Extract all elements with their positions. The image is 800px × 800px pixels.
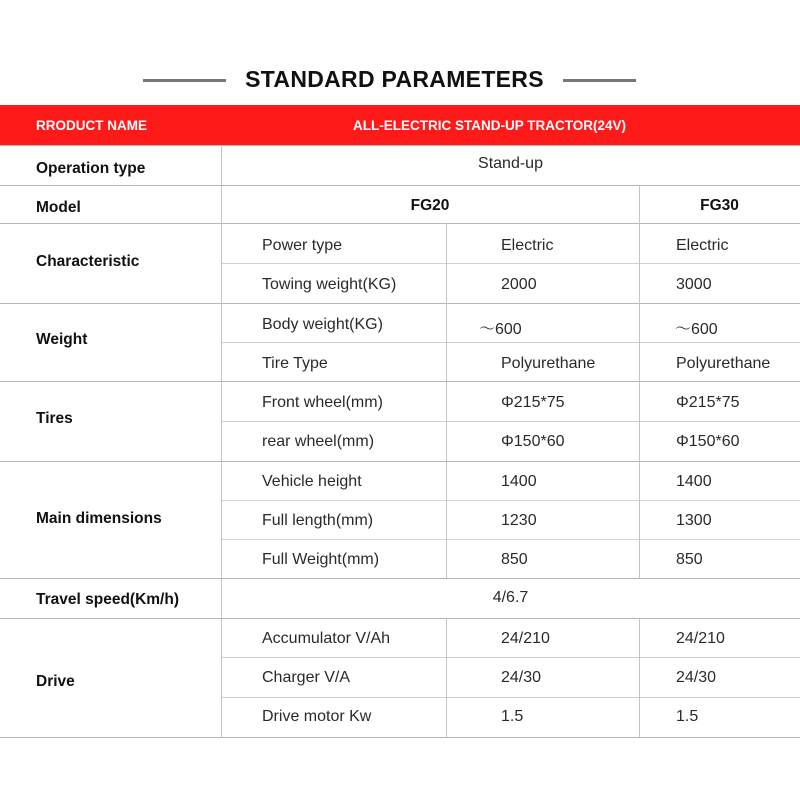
section-label-weight: Weight: [36, 331, 88, 348]
section-label-drive: Drive: [36, 673, 75, 690]
title-rule-left: [143, 79, 226, 82]
fg30-value: 24/30: [676, 669, 717, 686]
fg30-value: Polyurethane: [676, 355, 771, 372]
travel-speed-value: 4/6.7: [492, 589, 529, 606]
param-label: Vehicle height: [262, 473, 362, 490]
model-label: Model: [36, 199, 81, 216]
row-rule: [0, 303, 800, 304]
operation-type-label: Operation type: [36, 160, 146, 177]
title-rule-right: [563, 79, 636, 82]
fg20-value: 24/30: [501, 669, 542, 686]
fg20-value: 1400: [501, 473, 537, 490]
row-rule: [0, 578, 800, 579]
param-label: Accumulator V/Ah: [262, 630, 391, 647]
inner-rule: [221, 697, 800, 698]
fg20-value: Electric: [501, 237, 554, 254]
param-label: Charger V/A: [262, 669, 351, 686]
product-name-header: RRODUCT NAME: [36, 118, 147, 133]
row-rule: [0, 461, 800, 462]
param-label: Front wheel(mm): [262, 394, 383, 411]
product-name-value: ALL-ELECTRIC STAND-UP TRACTOR(24V): [353, 118, 626, 133]
fg20-value: Polyurethane: [501, 355, 596, 372]
col-rule: [446, 223, 447, 578]
product-banner: [0, 105, 800, 145]
fg20-value: Φ150*60: [501, 433, 565, 450]
fg30-value: 3000: [676, 276, 712, 293]
row-rule: [0, 145, 800, 146]
fg20-value: ～600: [479, 321, 522, 338]
param-label: Full length(mm): [262, 512, 374, 529]
param-label: Towing weight(KG): [262, 276, 397, 293]
row-rule: [0, 381, 800, 382]
inner-rule: [221, 263, 800, 264]
row-rule: [0, 618, 800, 619]
fg30-value: 850: [676, 551, 703, 568]
model-fg20: FG20: [410, 197, 450, 214]
row-rule: [0, 223, 800, 224]
fg30-value: 1400: [676, 473, 712, 490]
fg20-value: 1230: [501, 512, 537, 529]
fg20-value: 1.5: [501, 708, 524, 725]
travel-speed-label: Travel speed(Km/h): [36, 591, 179, 608]
param-label: rear wheel(mm): [262, 433, 375, 450]
section-label-main-dimensions: Main dimensions: [36, 510, 162, 527]
inner-rule: [221, 421, 800, 422]
operation-type-value: Stand-up: [478, 155, 543, 172]
col-rule: [221, 145, 222, 737]
fg30-value: 1300: [676, 512, 712, 529]
param-label: Power type: [262, 237, 343, 254]
section-label-tires: Tires: [36, 410, 73, 427]
fg30-value: Φ150*60: [676, 433, 740, 450]
fg30-value: Φ215*75: [676, 394, 740, 411]
model-fg30: FG30: [700, 197, 739, 214]
col-rule: [639, 618, 640, 737]
row-rule: [0, 185, 800, 186]
page-title: STANDARD PARAMETERS: [245, 66, 544, 92]
inner-rule: [221, 539, 800, 540]
inner-rule: [221, 657, 800, 658]
param-label: Body weight(KG): [262, 316, 383, 333]
inner-rule: [221, 342, 800, 343]
fg20-value: 24/210: [501, 630, 550, 647]
inner-rule: [221, 500, 800, 501]
fg20-value: 850: [501, 551, 528, 568]
fg20-value: 2000: [501, 276, 537, 293]
col-rule: [446, 618, 447, 737]
param-label: Drive motor Kw: [262, 708, 372, 725]
fg30-value: ～600: [675, 321, 718, 338]
title-bar: [0, 62, 800, 102]
section-label-characteristic: Characteristic: [36, 253, 140, 270]
fg20-value: Φ215*75: [501, 394, 565, 411]
col-rule: [639, 223, 640, 578]
row-rule: [0, 737, 800, 738]
param-label: Tire Type: [262, 355, 328, 372]
fg30-value: 1.5: [676, 708, 699, 725]
fg30-value: Electric: [676, 237, 729, 254]
fg30-value: 24/210: [676, 630, 725, 647]
param-label: Full Weight(mm): [262, 551, 380, 568]
